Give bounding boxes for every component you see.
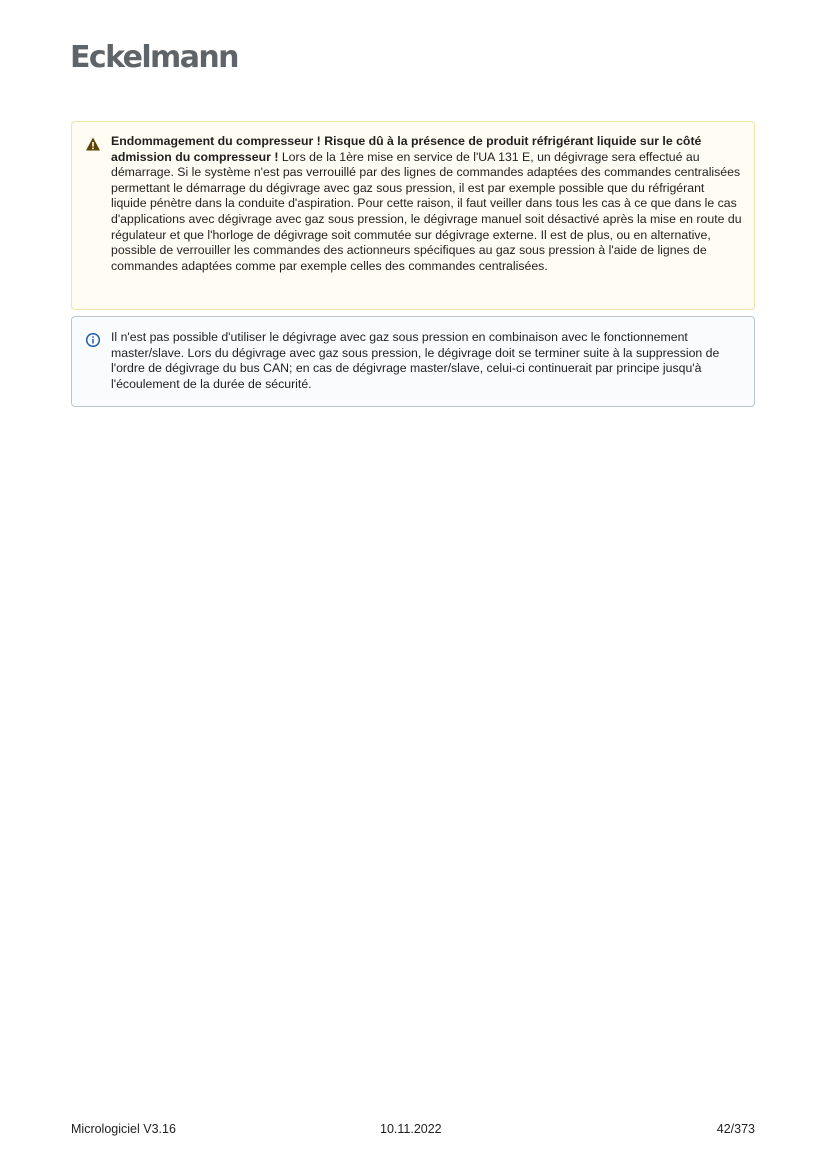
warning-body: Lors de la 1ère mise en service de l'UA 131 E, un dégivrage sera effectué au démarrage. Si le système n'est pas verrouillé par des lignes de commandes adaptées des commandes centralisées permettant le démarrage du dégivrage avec gaz sous pression, il est par exemple possible que du réfrigérant liquide pénètre dans la conduite d'aspiration. Pour cette raison, il faut veiller dans tous les cas à ce que dans le cas d'applications avec dégivrage avec gaz sous pression, le dégivrage manuel soit désactivé après la mise en route du régulateur et que l'horloge de dégivrage soit commutée sur dégivrage externe. Il est de plus, ou en alternative, possible de verrouiller les commandes des actionneurs spécifiques au gaz sous pression à l'aide de lignes de commandes adaptées comme par exemple celles des commandes centralisées. xyxy=(111,149,742,273)
warning-panel xyxy=(71,121,755,310)
footer-page-number: 42/373 xyxy=(716,1122,755,1136)
eckelmann-logo: Eckelmann xyxy=(70,40,238,75)
footer-software-version: Micrologiciel V3.16 xyxy=(71,1122,176,1136)
info-panel xyxy=(71,316,755,407)
info-icon xyxy=(85,332,101,348)
footer-date: 10.11.2022 xyxy=(380,1122,442,1136)
warning-icon xyxy=(85,136,101,152)
info-text: Il n'est pas possible d'utiliser le dégivrage avec gaz sous pression en combinaison avec le fonctionnement master/slave. Lors du dégivrage avec gaz sous pression, le dégivrage doit se terminer suite à la suppression de l'ordre de dégivrage du bus CAN; en cas de dégivrage master/slave, celui-ci continuerait par principe jusqu'à l'écoulement de la durée de sécurité. xyxy=(111,330,720,391)
warning-text xyxy=(111,134,742,274)
warning-title: Endommagement du compresseur ! Risque dû à la présence de produit réfrigérant liquide sur le côté admission du compresseur ! xyxy=(111,134,702,164)
